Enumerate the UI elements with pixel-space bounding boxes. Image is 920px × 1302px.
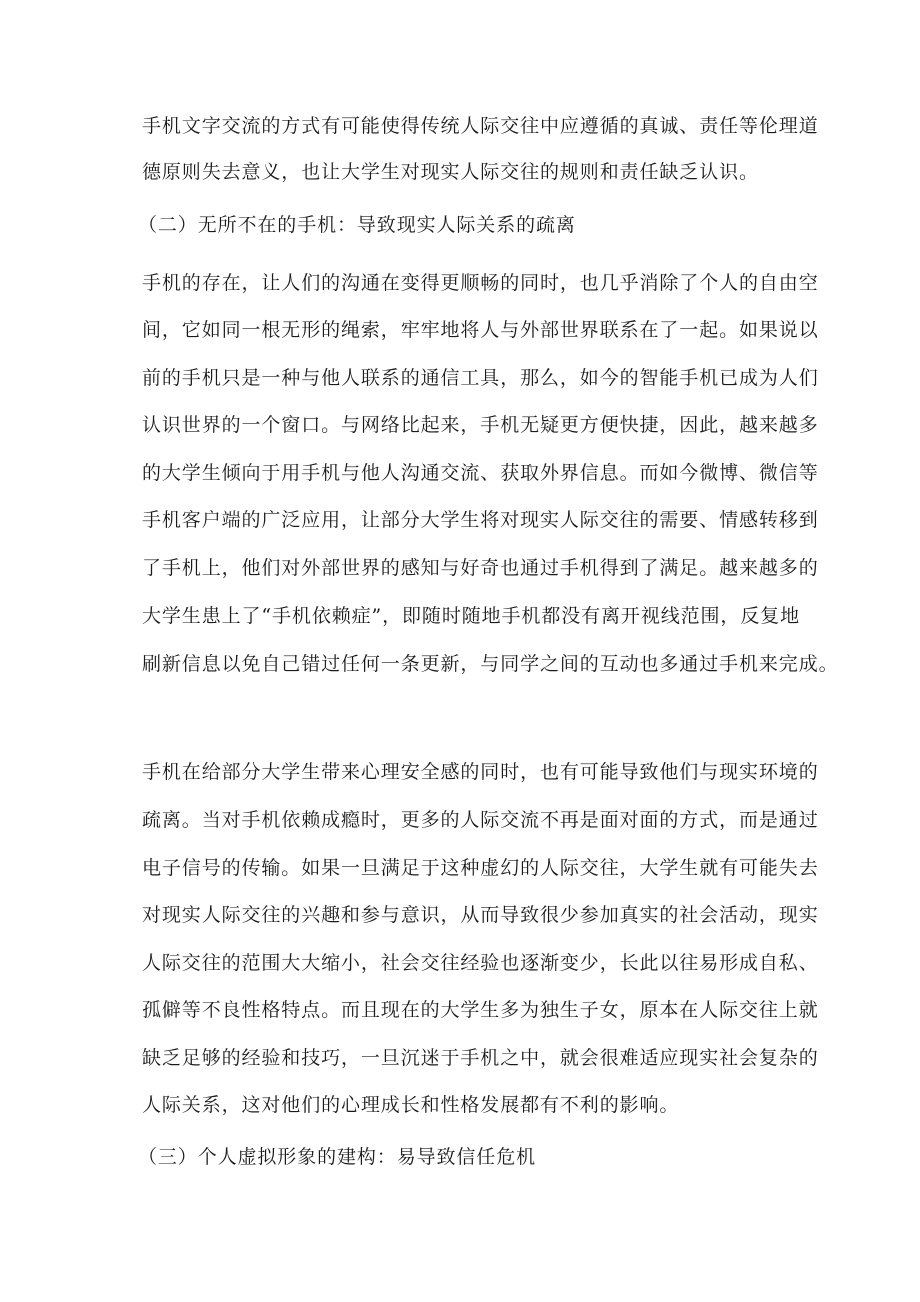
paragraph-2-line-8: 大学生患上了“手机依赖症”，即随时随地手机都没有离开视线范围，反复地 bbox=[142, 605, 801, 627]
paragraph-3-line-2: 疏离。当对手机依赖成瘾时，更多的人际交流不再是面对面的方式，而是通过 bbox=[142, 809, 819, 831]
paragraph-2-line-6: 手机客户端的广泛应用，让部分大学生将对现实人际交往的需要、情感转移到 bbox=[142, 509, 819, 531]
paragraph-2-line-5: 的大学生倾向于用手机与他人沟通交流、获取外界信息。而如今微博、微信等 bbox=[142, 462, 819, 484]
paragraph-2-line-1: 手机的存在，让人们的沟通在变得更顺畅的同时，也几乎消除了个人的自由空 bbox=[142, 272, 819, 294]
paragraph-1-line-2: 德原则失去意义，也让大学生对现实人际交往的规则和责任缺乏认识。 bbox=[142, 161, 759, 183]
paragraph-3-line-1: 手机在给部分大学生带来心理安全感的同时，也有可能导致他们与现实环境的 bbox=[142, 761, 819, 783]
section-heading-2: （二）无所不在的手机：导致现实人际关系的疏离 bbox=[138, 214, 576, 236]
paragraph-3-line-3: 电子信号的传输。如果一旦满足于这种虚幻的人际交往，大学生就有可能失去 bbox=[142, 857, 819, 879]
paragraph-3-line-8: 人际关系，这对他们的心理成长和性格发展都有不利的影响。 bbox=[142, 1094, 680, 1116]
paragraph-2-line-9: 刷新信息以免自己错过任何一条更新，与同学之间的互动也多通过手机来完成。 bbox=[142, 653, 839, 675]
paragraph-2-line-2: 间，它如同一根无形的绳索，牢牢地将人与外部世界联系在了一起。如果说以 bbox=[142, 319, 819, 341]
paragraph-3-line-4: 对现实人际交往的兴趣和参与意识，从而导致很少参加真实的社会活动，现实 bbox=[142, 904, 819, 926]
paragraph-3-line-7: 缺乏足够的经验和技巧，一旦沉迷于手机之中，就会很难适应现实社会复杂的 bbox=[142, 1047, 819, 1069]
paragraph-3-line-6: 孤僻等不良性格特点。而且现在的大学生多为独生子女，原本在人际交往上就 bbox=[142, 999, 819, 1021]
paragraph-2-line-7: 了手机上，他们对外部世界的感知与好奇也通过手机得到了满足。越来越多的 bbox=[142, 557, 819, 579]
paragraph-3-line-5: 人际交往的范围大大缩小，社会交往经验也逐渐变少，长此以往易形成自私、 bbox=[142, 952, 819, 974]
section-heading-3: （三）个人虚拟形象的建构：易导致信任危机 bbox=[138, 1146, 537, 1168]
paragraph-2-line-3: 前的手机只是一种与他人联系的通信工具，那么，如今的智能手机已成为人们 bbox=[142, 367, 819, 389]
paragraph-2-line-4: 认识世界的一个窗口。与网络比起来，手机无疑更方便快捷，因此，越来越多 bbox=[142, 414, 819, 436]
paragraph-1-line-1: 手机文字交流的方式有可能使得传统人际交往中应遵循的真诚、责任等伦理道 bbox=[142, 115, 819, 137]
